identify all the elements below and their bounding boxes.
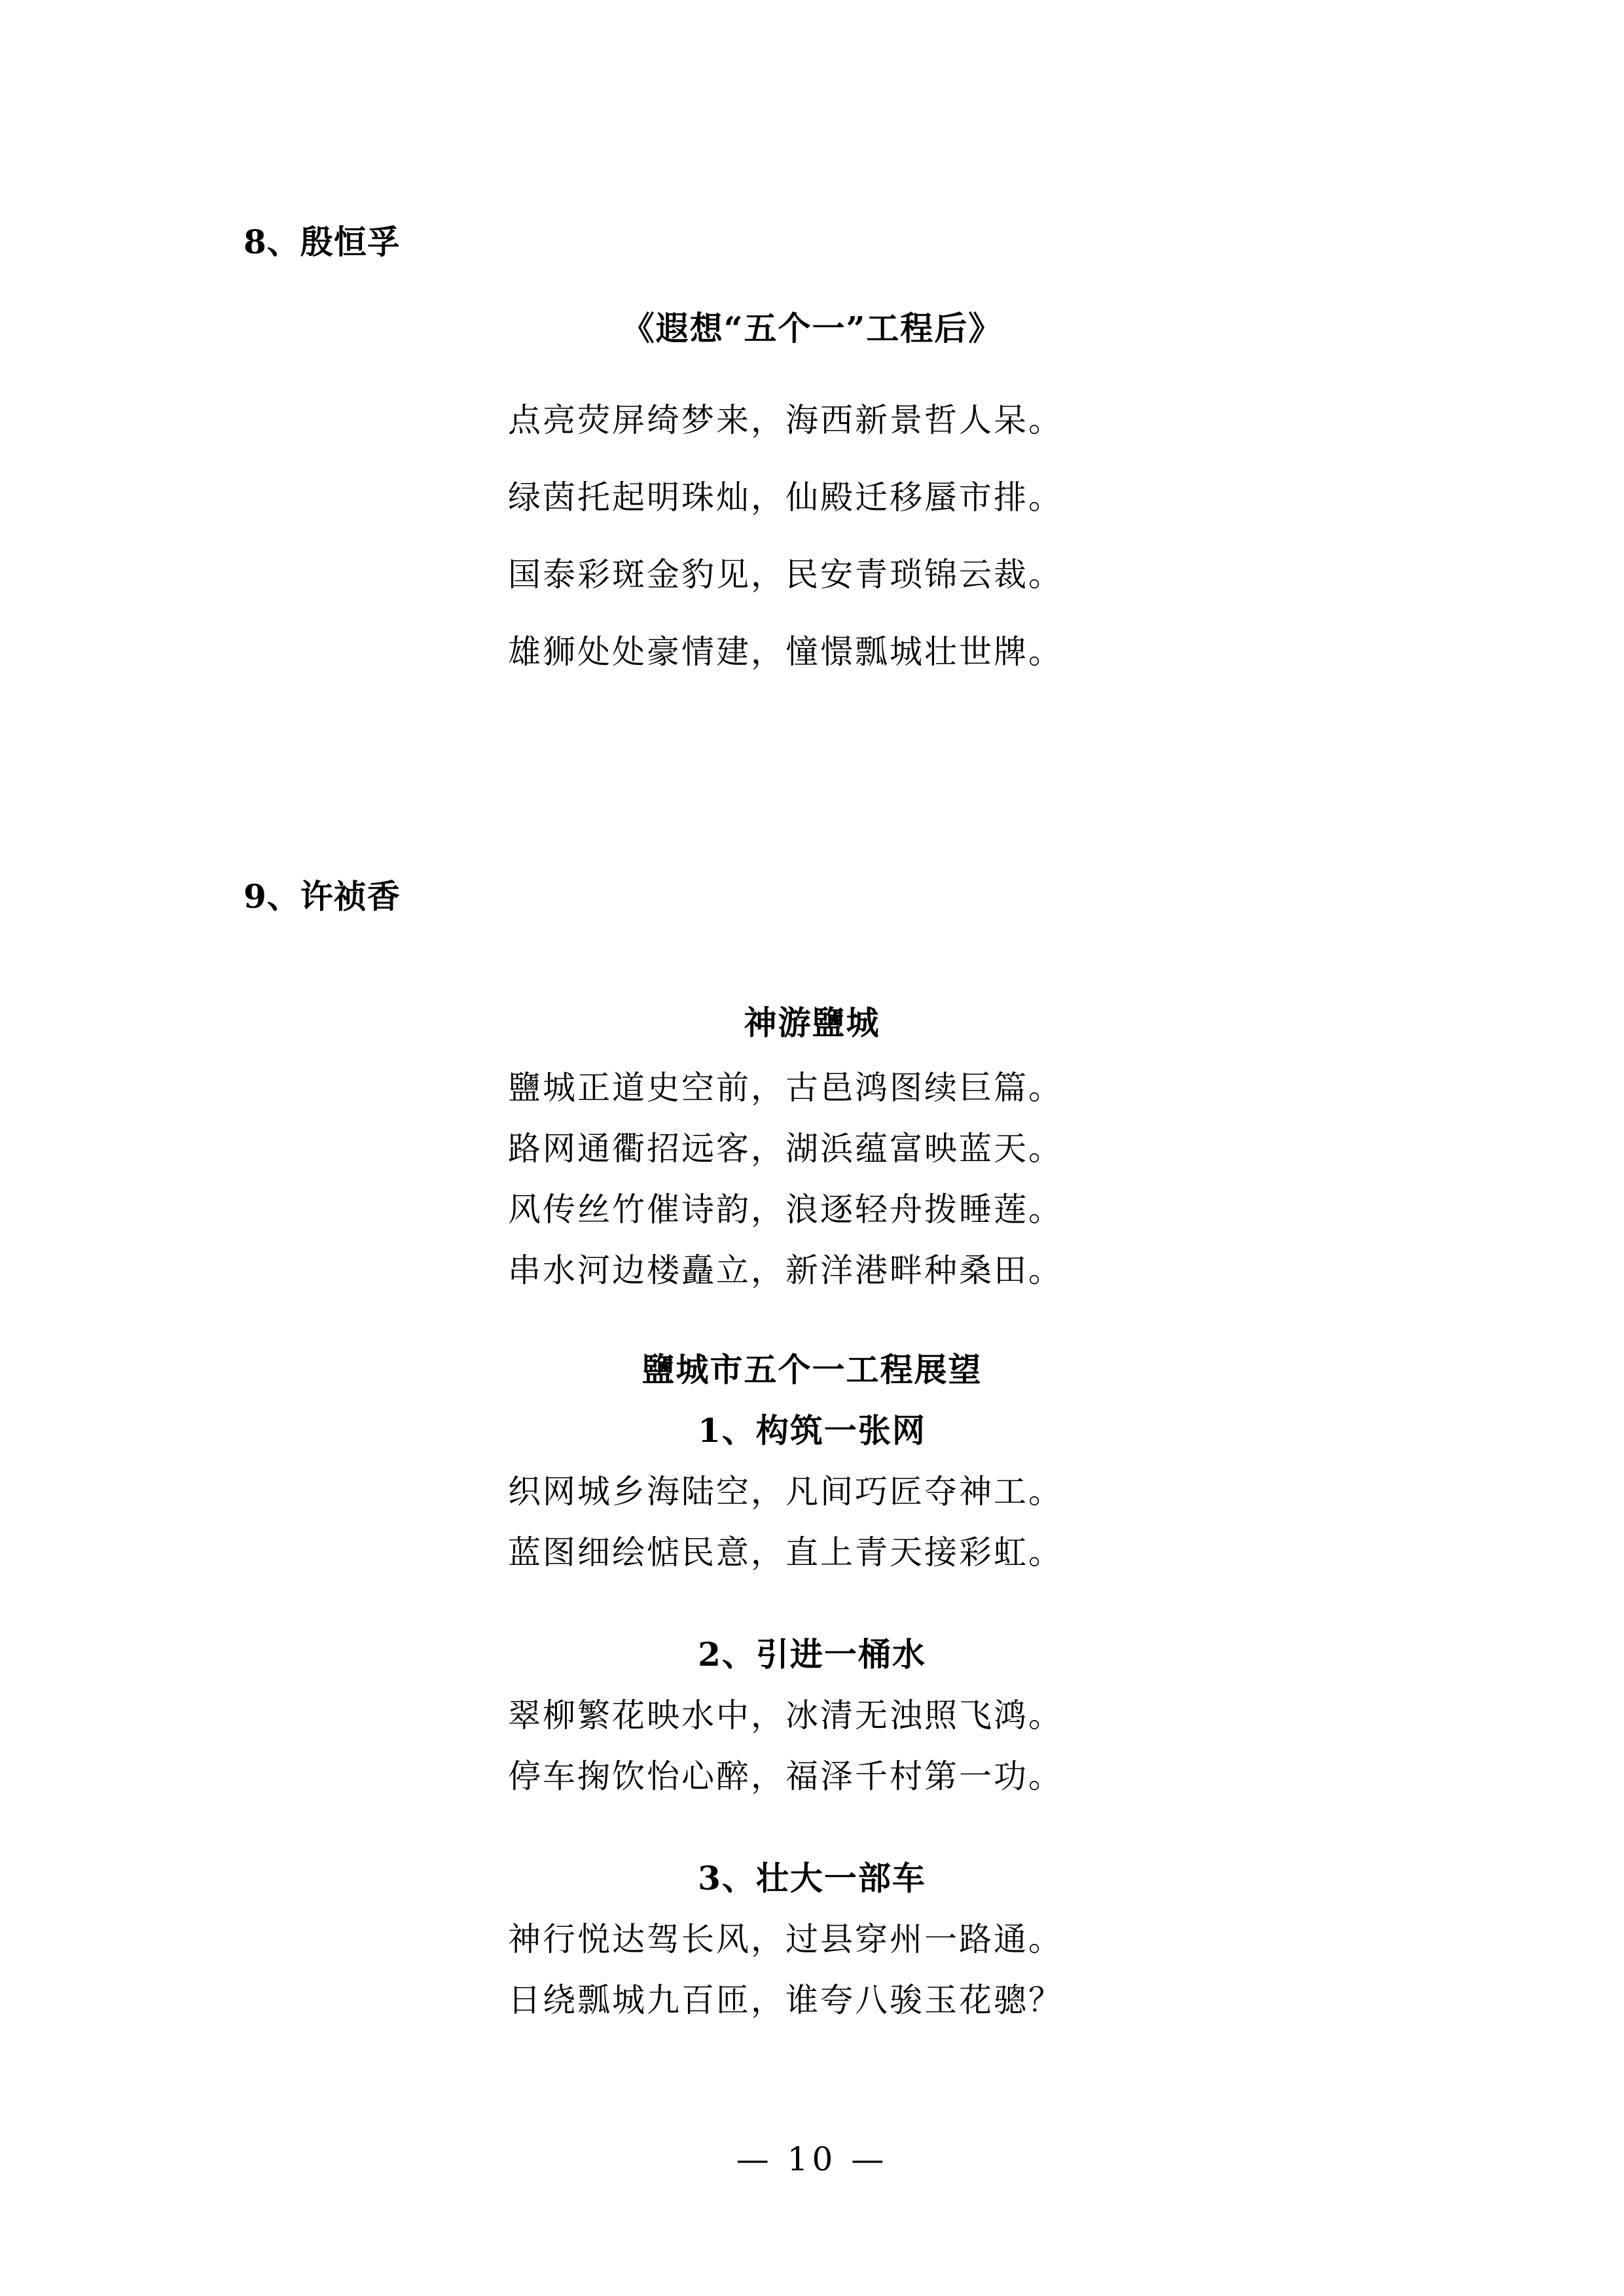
poem-line: 织网城乡海陆空，凡间巧匠夺神工。 <box>508 1473 1063 1511</box>
poem-line: 日绕瓢城九百匝，谁夸八骏玉花骢？ <box>508 1981 1063 2019</box>
page-number: — 10 — <box>736 2140 888 2178</box>
poem-line: 国泰彩斑金豹见，民安青琐锦云裁。 <box>508 556 1063 594</box>
poem-subtitle: 1、构筑一张网 <box>698 1411 926 1450</box>
poem-line: 点亮荧屏绮梦来，海西新景哲人呆。 <box>508 401 1063 439</box>
poem-line: 雄狮处处豪情建，憧憬瓢城壮世牌。 <box>508 633 1063 671</box>
poem-line: 串水河边楼矗立，新洋港畔种桑田。 <box>508 1251 1063 1289</box>
poem-line: 绿茵托起明珠灿，仙殿迁移蜃市排。 <box>508 478 1063 516</box>
poem-line: 神行悦达驾长风，过县穿州一路通。 <box>508 1920 1063 1958</box>
poem-line: 鹽城正道史空前，古邑鸿图续巨篇。 <box>508 1069 1063 1107</box>
poem-title: 《遐想“五个一”工程后》 <box>621 309 1003 348</box>
poem-line: 蓝图细绘惦民意，直上青天接彩虹。 <box>508 1534 1063 1571</box>
poem-line: 路网通衢招远客，湖浜蕴富映蓝天。 <box>508 1130 1063 1168</box>
poem-title: 鹽城市五个一工程展望 <box>641 1350 983 1389</box>
poem-line: 翠柳繁花映水中，冰清无浊照飞鸿。 <box>508 1696 1063 1734</box>
poem-line: 风传丝竹催诗韵，浪逐轻舟拨睡莲。 <box>508 1191 1063 1229</box>
author-heading: 9、许祯香 <box>244 877 401 916</box>
poem-subtitle: 3、壮大一部车 <box>698 1859 926 1897</box>
author-heading: 8、殷恒孚 <box>244 223 401 261</box>
poem-title: 神游鹽城 <box>744 1003 880 1042</box>
poem-line: 停车掬饮怡心醉，福泽千村第一功。 <box>508 1757 1063 1795</box>
poem-subtitle: 2、引进一桶水 <box>698 1635 926 1674</box>
